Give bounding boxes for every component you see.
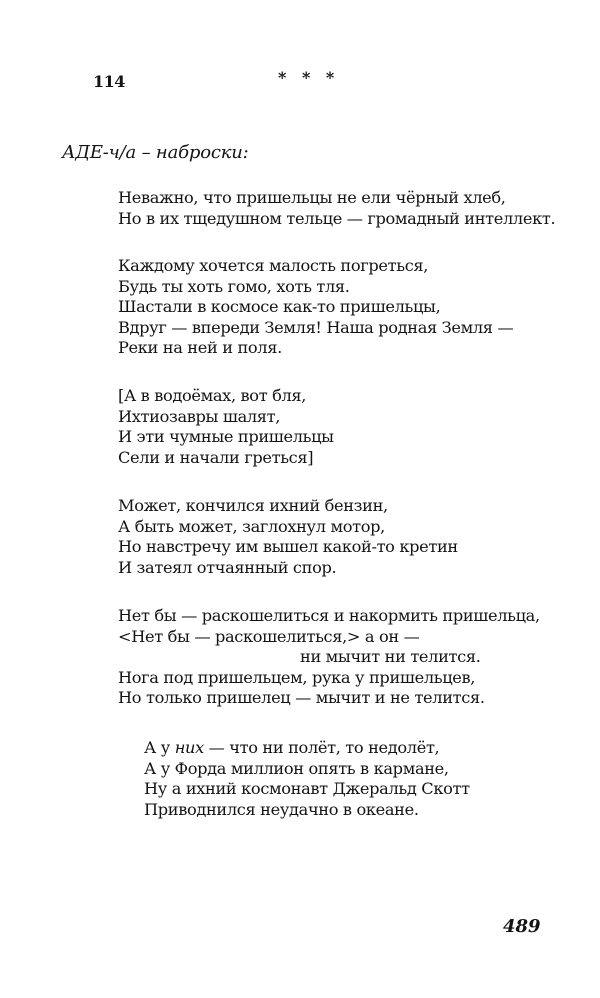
stanza-3 (118, 386, 588, 468)
stanza-1 (118, 188, 588, 229)
verse-line: Вдруг — впереди Земля! Наша родная Земля — (118, 317, 514, 337)
verse-line: Но навстречу им вышел какой-то кретин (118, 537, 458, 556)
stanza-2 (118, 256, 588, 359)
verse-line: Ихтиозавры шалят, (118, 406, 281, 426)
poem-number: 114 (93, 72, 125, 91)
verse-text: — что ни полёт, то недолёт, (203, 738, 440, 757)
verse-line: Нет бы — раскошелиться и накормить пришельца, (118, 606, 540, 625)
emphasized-word: них (174, 738, 204, 757)
verse-line: Каждому хочется малость погреться, (118, 256, 429, 275)
stanza-5 (118, 606, 588, 709)
verse-line: <Нет бы — раскошелиться,> а он — (118, 626, 420, 646)
stanza-6 (144, 738, 600, 820)
verse-line: Шастали в космосе как-то пришельцы, (118, 297, 441, 316)
verse-line: Но в их тщедушном тельце — громадный интеллект. (118, 208, 556, 228)
verse-line: Сели и начали греться] (118, 447, 314, 467)
verse-text: А у (144, 738, 175, 757)
page-number: 489 (503, 916, 541, 937)
poem-subtitle: АДЕ-ч/а – наброски: (62, 142, 249, 163)
verse-line-indented: ни мычит ни телится. (300, 647, 481, 666)
page-header (0, 68, 600, 92)
verse-line: Нога под пришельцем, рука у пришельцев, (118, 667, 476, 687)
verse-line: Может, кончился ихний бензин, (118, 496, 388, 515)
verse-line: Но только пришелец — мычит и не телится. (118, 688, 485, 707)
asterism-divider: * * * (278, 68, 340, 87)
stanza-4 (118, 496, 588, 578)
verse-line (144, 738, 600, 759)
verse-line: А быть может, заглохнул мотор, (118, 516, 385, 536)
verse-line: Неважно, что пришельцы не ели чёрный хлеб, (118, 188, 506, 207)
verse-line: И затеял отчаянный спор. (118, 557, 337, 577)
verse-line: [А в водоёмах, вот бля, (118, 386, 307, 405)
verse-line: Будь ты хоть гомо, хоть тля. (118, 276, 350, 296)
verse-line: А у Форда миллион опять в кармане, (144, 758, 449, 778)
verse-line: Реки на ней и поля. (118, 338, 282, 357)
verse-line: Приводнился неудачно в океане. (144, 799, 419, 819)
verse-line: Ну а ихний космонавт Джеральд Скотт (144, 779, 470, 798)
verse-line: И эти чумные пришельцы (118, 427, 334, 446)
